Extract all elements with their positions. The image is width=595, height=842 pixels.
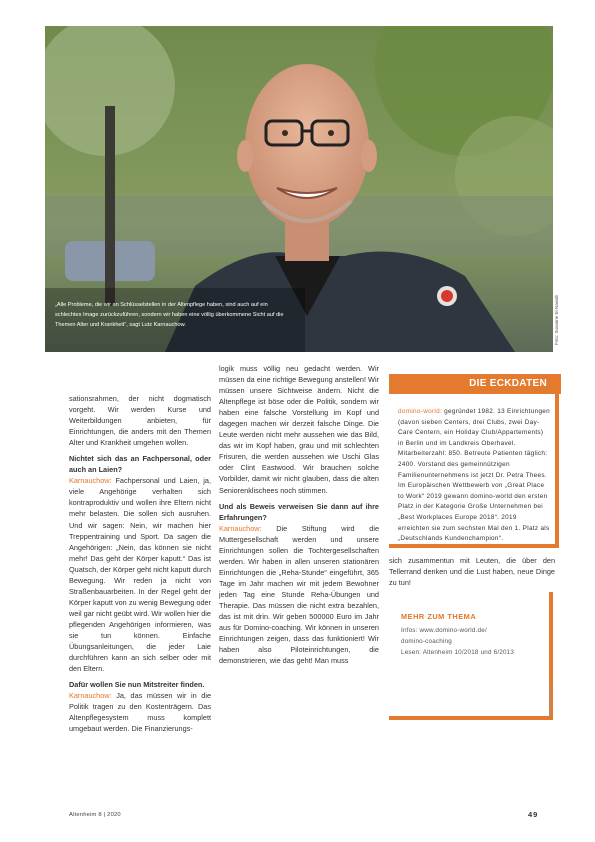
key-facts-title: DIE ECKDATEN [469, 378, 547, 389]
speaker-name: Karnauchow: [69, 691, 112, 701]
article-column-2 [219, 363, 379, 666]
interview-question: Und als Beweis verweisen Sie dann auf ihre Erfahrungen? [219, 501, 379, 522]
photo-credit: Foto: Susanne El-Nawab [554, 294, 559, 345]
answer-text: Die Stiftung wird die Muttergesellschaft werden und unsere Einrichtungen sollen die Tochtergesellschaften werden. Wir haben in allen unseren stationären Einrichtungen die „Reha-Stunde“ eingeführt, 365 Tage im Jahr machen wir mit jedem Bewohner jeden Tag eine Stunde Reha-Übungen und Therapie. Das müssen die nicht extra bezahlen, das ist mit drin. Wir geben 500000 Euro im Jahr aus für Domino-coaching. Wir können in unseren Einrichtungen zeigen, dass das funktioniert! Wir haben also Piloteinrichtungen, die demonstrieren, wie das geht! Man muss [219, 523, 379, 666]
speaker-name: Karnauchow: [69, 476, 112, 486]
paragraph: sationsrahmen, der nicht dogmatisch vorgeht. Wir werden Kurse und Weiterbildungen anbieten, für Einrichtungen, die anders mit den Themen Alter und Krankheit umgehen wollen. [69, 394, 211, 448]
more-info-text [401, 626, 551, 658]
key-facts-body: gegründet 1982. 13 Einrichtungen (davon sieben Centers, drei Clubs, zwei Day-Care Centern, ein Holiday Club/Appartements) in Berlin und im Landkreis Oberhavel. Mitarbeiterzahl: 850. Betreute Patienten täglich: 2400. Vorstand des gemeinnützigen Familienunternehmens ist jetzt Dr. Petra Thees. Im Europäischen Wettbewerb von „Great Place to Work“ 2019 gewann domino-world den ersten Platz in der Kategorie Große Unternehmen bei „Best Workplaces Europe 2018“. 2019 erreichten sie zum sechsten Mal den 1. Platz als „Deutschlands Kundenchampion“. [398, 408, 551, 543]
paragraph: sich zusammentun mit Leuten, die über den Tellerrand denken und die Lust haben, neue Dinge zu tun! [389, 556, 555, 588]
footer-issue: Altenheim 8 | 2020 [69, 812, 121, 818]
key-facts-lead: domino-world: [398, 408, 443, 415]
interview-question: Nichtet sich das an Fachpersonal, oder auch an Laien? [69, 454, 211, 475]
article-column-1 [69, 393, 211, 734]
paragraph [219, 523, 379, 667]
paragraph [69, 475, 211, 674]
answer-text: Ja, das müssen wir in die Politik tragen zu den Kostenträgern. Das Altenpflegesystem muss komplett umgebaut werden. Die Finanzierungs- [69, 691, 211, 734]
more-info-line[interactable]: domino-coaching [401, 637, 452, 645]
paragraph [69, 690, 211, 734]
paragraph: logik muss völlig neu gedacht werden. Wir müssen da eine richtige Bewegung anstellen! Wir müssen unsere Sichtweise ändern. Nicht die Altenpflege ist böse oder die Politik, sondern wir haben eine falsche Vorstellung im Kopf und dagegen machen wir derzeit falsche Dinge. Die Leute werden nicht mehr aussehen wie das Bild, das wir im Kopf haben, grau und mit schlechten Frisuren, die werden aussehen wie Uschi Glas oder Clint Eastwood. Wir brauchen solche Vorbilder, damit wir nicht glauben, dass die alten Seniorenklischees noch stimmen. [219, 364, 379, 495]
more-info-line: Lesen: Altenheim 10/2018 und 6/2013 [401, 648, 515, 656]
photo-caption: „Alle Probleme, die wir an Schlüsselstellen in der Altenpflege haben, sind auch auf ein schlechtes Image zurückzuführen, sondern wir haben eine völlig überkommene Sicht auf die Themen Alter und Krankheit“, sagt Lutz Karnauchow. [55, 302, 284, 328]
side-code: www.altenheim.net [548, 685, 552, 717]
key-facts-text [398, 407, 550, 545]
key-facts-header [389, 374, 561, 394]
more-info-title: MEHR ZUM THEMA [401, 612, 477, 621]
interview-question: Dafür wollen Sie nun Mitstreiter finden. [69, 680, 205, 690]
speaker-name: Karnauchow: [219, 523, 262, 533]
answer-text: Fachpersonal und Laien, ja, viele Angehörige verhalten sich kontraproduktiv und wollen ihre Eltern nicht mehr belasten. Die sollen sich ausruhen. Und wir sagen: Nein, wir machen hier Treppentraining und Sport. Da sagen die Angehörigen: „Nein, das können sie nicht mehr! Das geht der Körper kaputt.“ Das ist Quatsch, der Körper geht nicht kaputt durch Bewegung. Wir reden ja nicht von Straßenbauarbeiten. In der Regel geht der Körper kaputt von zu wenig Bewegung oder weil gar nicht geübt wird. Wir wollen hier die pflegenden Angehörigen informieren, was sie tun können. Einfache Übungsanleitungen, die jeder Laie durchführen kann an sich selber oder mit den Eltern. [69, 476, 211, 674]
page-number: 49 [528, 810, 539, 819]
more-info-line[interactable]: Infos: www.domino-world.de/ [401, 627, 487, 634]
